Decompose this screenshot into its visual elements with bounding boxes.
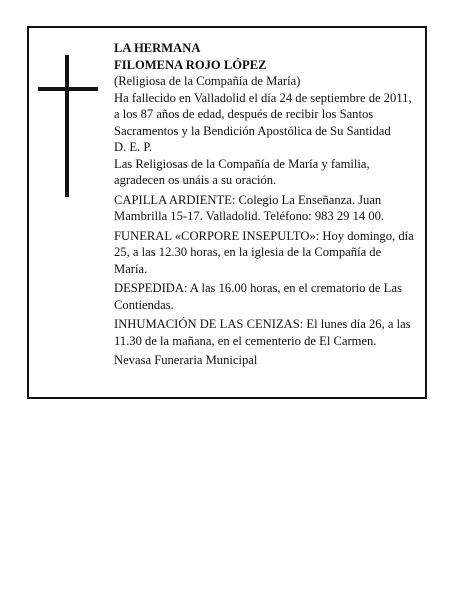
deceased-name: FILOMENA ROJO LÓPEZ [114, 57, 267, 72]
cross-icon [38, 55, 98, 197]
rest-in-peace: D. E. P. [114, 140, 153, 154]
cross-vertical-bar [65, 55, 69, 197]
notice-body [114, 40, 414, 369]
death-announcement: Ha fallecido en Valladolid el día 24 de septiembre de 2011, a los 87 años de edad, después de recibir los Santos Sacramentos y la Bendición Apostólica de Su Santidad [114, 90, 412, 138]
farewell-info: DESPEDIDA: A las 16.00 horas, en el crematorio de Las Contiendas. [114, 281, 402, 312]
burial-info: INHUMACIÓN DE LAS CENIZAS: El lunes día 26, a las 11.30 de la mañana, en el cementerio de El Carmen. [114, 317, 411, 348]
family-message: Las Religiosas de la Compañía de María y familia, agradecen os unáis a su oración. [114, 156, 370, 187]
funeral-info: FUNERAL «CORPORE INSEPULTO»: Hoy domingo, día 25, a las 12.30 horas, en la iglesia de la Compañía de María. [114, 228, 414, 276]
funeral-home: Nevasa Funeraria Municipal [114, 353, 258, 367]
notice-heading: LA HERMANA [114, 41, 201, 55]
cross-horizontal-bar [38, 87, 98, 91]
chapel-info: CAPILLA ARDIENTE: Colegio La Enseñanza. Juan Mambrilla 15-17. Valladolid. Teléfono: 983 29 14 00. [114, 192, 385, 223]
deceased-affiliation: (Religiosa de la Compañía de María) [114, 74, 301, 88]
